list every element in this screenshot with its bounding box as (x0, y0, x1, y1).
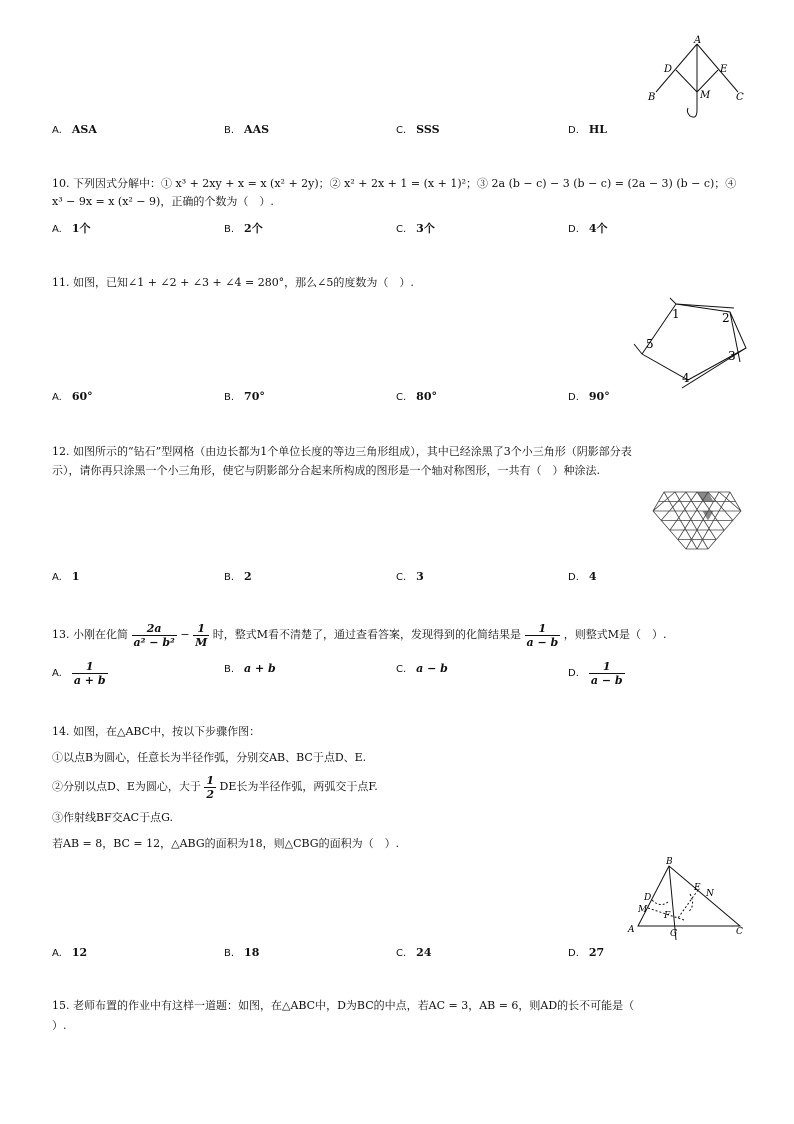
q9-label-C: C (736, 92, 744, 103)
fraction-denominator: a − b (590, 673, 623, 687)
q9-option-b[interactable] (224, 123, 269, 138)
option-label: B. (224, 664, 235, 675)
q11-pentagon-figure (630, 292, 750, 392)
fraction-numerator: 1 (193, 622, 209, 636)
q14-step-2-post: DE长为半径作弧，两弧交于点F. (219, 780, 378, 793)
q13-fraction-2 (193, 622, 209, 649)
option-label: A. (52, 948, 62, 959)
fraction-denominator: 2 (206, 787, 215, 801)
q9-option-c[interactable] (396, 123, 440, 138)
q14-label-F: F (664, 911, 671, 921)
option-label: C. (396, 948, 407, 959)
q9-label-B: B (648, 92, 656, 103)
q14-option-b[interactable] (224, 946, 259, 961)
q15-stem-line2: ）. (52, 1019, 67, 1032)
q10-stem-line1: 10. 下列因式分解中：① x³ + 2xy + x = x (x² + 2y)；② x² + 2x + 1 = (x + 1)²；③ 2a (b − c) − 3 (b − c) = (2a − 3) (b − c)；④ (52, 177, 737, 190)
option-value: 3 (416, 570, 424, 583)
q9-label-A: A (694, 35, 702, 46)
q12-diamond-grid-figure (652, 490, 742, 562)
option-label: B. (224, 224, 235, 235)
q9-option-d[interactable] (568, 123, 607, 138)
q13-option-c[interactable] (396, 662, 448, 677)
q12-option-d[interactable] (568, 570, 597, 585)
q12-option-b[interactable] (224, 570, 252, 585)
option-value: 4个 (588, 222, 608, 235)
q11-stem: 11. 如图，已知∠1 + ∠2 + ∠3 + ∠4 = 280°，那么∠5的度数为（ ）. (52, 276, 414, 289)
option-value: 1个 (71, 222, 91, 235)
option-value: 70° (244, 390, 265, 403)
q14-label-N: N (706, 889, 714, 899)
q11-option-b[interactable] (224, 390, 265, 405)
fraction-denominator: a + b (73, 673, 106, 687)
option-label: B. (224, 948, 235, 959)
option-label: D. (568, 668, 579, 679)
q13-stem (52, 620, 666, 650)
q11-angle-2: 2 (722, 311, 730, 325)
option-value: a − b (416, 662, 448, 675)
option-label: C. (396, 664, 407, 675)
option-value: SSS (416, 123, 440, 136)
q13-option-a[interactable] (52, 658, 108, 688)
q10-stem-line2: x³ − 9x = x (x² − 9)，正确的个数为（ ）. (52, 195, 274, 208)
option-label: B. (224, 125, 235, 136)
q14-half-fraction (204, 774, 216, 801)
q10-option-d[interactable] (568, 222, 608, 237)
option-label: C. (396, 125, 407, 136)
fraction-denominator: M (195, 635, 208, 649)
q9-option-a[interactable] (52, 123, 97, 138)
q10-option-b[interactable] (224, 222, 263, 237)
option-label: A. (52, 392, 62, 403)
option-fraction (589, 660, 625, 687)
q14-label-A: A (628, 925, 635, 935)
q14-triangle-figure (624, 856, 748, 942)
option-value: 2 (244, 570, 252, 583)
option-label: C. (396, 392, 407, 403)
option-value: 2个 (244, 222, 263, 235)
q11-option-d[interactable] (568, 390, 610, 405)
q14-step-3: ③作射线BF交AC于点G. (52, 811, 173, 824)
option-label: A. (52, 125, 62, 136)
q13-suffix: ，则整式M是（ ）. (563, 628, 667, 641)
option-label: D. (568, 392, 579, 403)
fraction-numerator: 1 (525, 622, 561, 636)
fraction-numerator: 1 (589, 660, 625, 674)
q14-stem-line1: 14. 如图，在△ABC中，按以下步骤作图： (52, 725, 261, 738)
q11-angle-1: 1 (672, 307, 680, 321)
option-label: D. (568, 948, 579, 959)
fraction-numerator: 1 (206, 773, 215, 787)
q11-option-c[interactable] (396, 390, 437, 405)
q13-prefix: 13. 小刚在化简 (52, 628, 128, 641)
q13-option-d[interactable] (568, 658, 625, 688)
q14-label-D: D (644, 893, 652, 903)
option-label: D. (568, 125, 579, 136)
q14-label-G: G (670, 929, 678, 939)
q14-label-E: E (694, 883, 701, 893)
q15-stem-line1: 15. 老师布置的作业中有这样一道题：如图，在△ABC中，D为BC的中点，若AC = 3，AB = 6，则AD的长不可能是（ (52, 999, 635, 1012)
q11-angle-4: 4 (682, 371, 690, 385)
fraction-numerator: 1 (72, 660, 108, 674)
q14-label-C: C (736, 927, 743, 937)
option-value: 60° (71, 390, 93, 403)
option-label: A. (52, 668, 62, 679)
option-label: A. (52, 224, 62, 235)
q9-label-D: D (664, 64, 673, 75)
q14-label-M: M (638, 905, 648, 915)
q11-option-a[interactable] (52, 390, 93, 405)
q13-middle: 时，整式M看不清楚了，通过查看答案，发现得到的化简结果是 (212, 628, 522, 641)
option-value: 12 (71, 946, 88, 959)
option-value: 1 (71, 570, 80, 583)
q13-fraction-1 (132, 622, 177, 649)
option-value: 24 (416, 946, 432, 959)
q14-step-2 (52, 772, 378, 802)
q13-minus: − (180, 628, 190, 641)
q10-option-a[interactable] (52, 222, 91, 237)
q11-angle-5: 5 (646, 337, 654, 351)
q12-option-a[interactable] (52, 570, 80, 585)
option-value: HL (588, 123, 608, 136)
q10-option-c[interactable] (396, 222, 435, 237)
option-value: ASA (71, 123, 97, 136)
q13-fraction-3 (525, 622, 561, 649)
fraction-numerator: 2a (132, 622, 177, 636)
q12-stem-line2: 示），请你再只涂黑一个小三角形，使它与阴影部分合起来所构成的图形是一个轴对称图形，一共有（ ）种涂法. (52, 464, 600, 477)
option-label: B. (224, 572, 235, 583)
option-fraction (72, 660, 108, 687)
option-label: B. (224, 392, 235, 403)
q9-label-M: M (700, 90, 711, 101)
q9-label-E: E (720, 64, 728, 75)
q12-stem-line1: 12. 如图所示的“钻石”型网格（由边长都为1个单位长度的等边三角形组成），其中已经涂黑了3个小三角形（阴影部分表 (52, 445, 632, 458)
q14-option-a[interactable] (52, 946, 87, 961)
option-label: D. (568, 224, 579, 235)
q14-label-B: B (666, 857, 673, 867)
option-label: C. (396, 224, 407, 235)
q14-condition: 若AB = 8，BC = 12，△ABG的面积为18，则△CBG的面积为（ ）. (52, 837, 400, 850)
option-value: a + b (244, 662, 276, 675)
option-value: 18 (244, 946, 260, 959)
q14-step-2-pre: ②分别以点D、E为圆心，大于 (52, 780, 201, 793)
option-label: D. (568, 572, 579, 583)
option-value: 80° (416, 390, 437, 403)
q14-step-1: ①以点B为圆心，任意长为半径作弧，分别交AB、BC于点D、E. (52, 751, 367, 764)
q12-option-c[interactable] (396, 570, 424, 585)
q11-angle-3: 3 (728, 349, 736, 363)
option-label: A. (52, 572, 62, 583)
option-value: 4 (588, 570, 597, 583)
q14-option-c[interactable] (396, 946, 431, 961)
q14-option-d[interactable] (568, 946, 604, 961)
option-label: C. (396, 572, 407, 583)
option-value: 3个 (416, 222, 435, 235)
option-value: AAS (244, 123, 270, 136)
q9-figure (640, 34, 750, 124)
fraction-denominator: a² − b² (133, 635, 175, 649)
fraction-denominator: a − b (526, 635, 559, 649)
option-value: 27 (588, 946, 605, 959)
option-value: 90° (588, 390, 610, 403)
q13-option-b[interactable] (224, 662, 276, 677)
